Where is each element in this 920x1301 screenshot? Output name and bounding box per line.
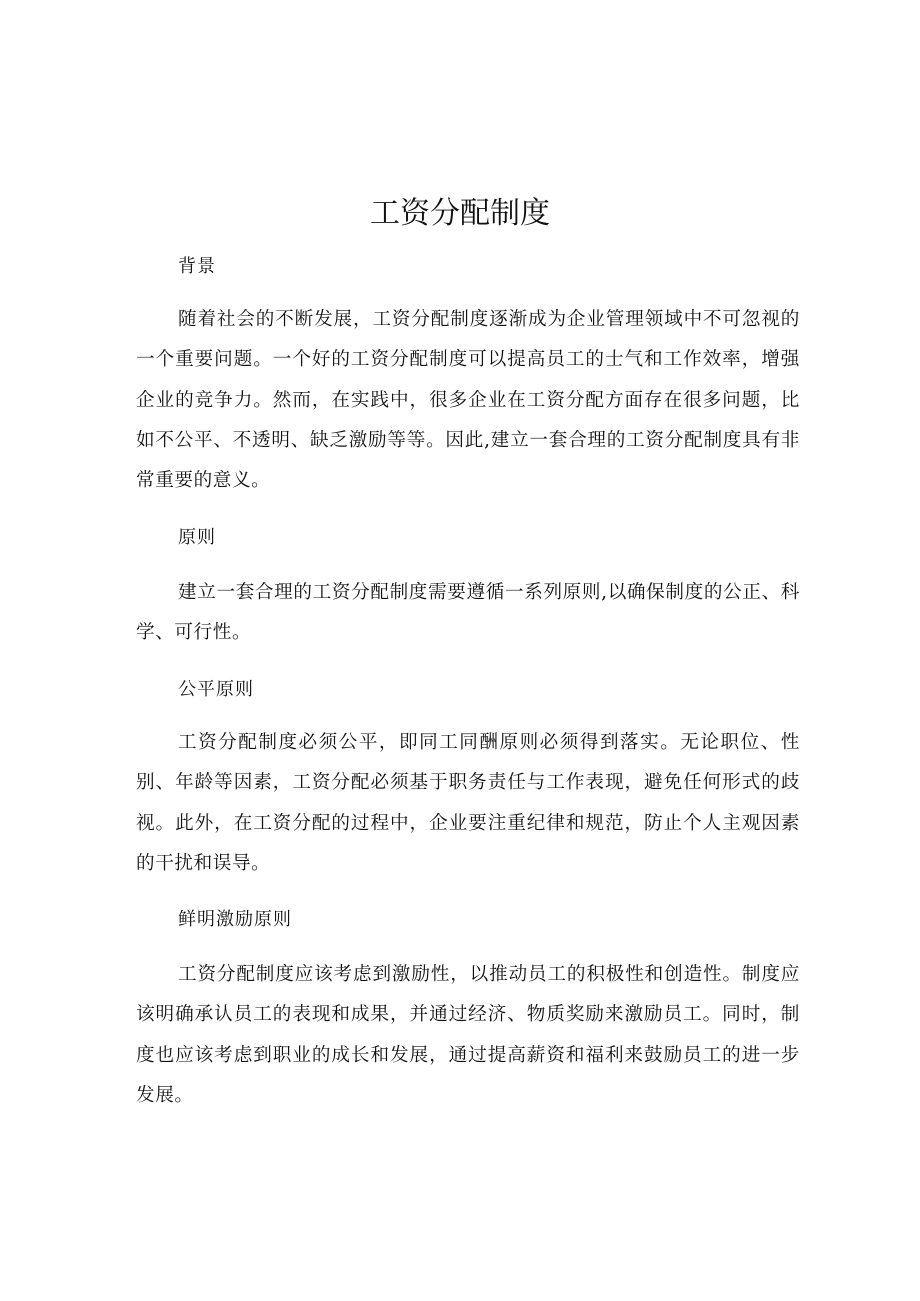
section-heading-fairness-principle: 公平原则: [178, 679, 254, 700]
section-body-fairness-principle: 工资分配制度必须公平，即同工同酬原则必须得到落实。无论职位、性别、年龄等因素，工资分配必须基于职务责任与工作表现，避免任何形式的歧视。此外，在工资分配的过程中，企业要注重纪律和规范，防止个人主观因素的干扰和误导。: [136, 732, 800, 874]
document-title: 工资分配制度: [370, 196, 550, 231]
section-body-background: 随着社会的不断发展，工资分配制度逐渐成为企业管理领域中不可忽视的一个重要问题。一个好的工资分配制度可以提高员工的士气和工作效率，增强企业的竞争力。然而，在实践中，很多企业在工资分配方面存在很多问题，比如不公平、不透明、缺乏激励等等。因此,建立一套合理的工资分配制度具有非常重要的意义。: [136, 309, 800, 492]
section-body-principles: 建立一套合理的工资分配制度需要遵循一系列原则,以确保制度的公正、科学、可行性。: [136, 582, 800, 644]
section-body-incentive-principle: 工资分配制度应该考虑到激励性，以推动员工的积极性和创造性。制度应该明确承认员工的表现和成果，并通过经济、物质奖励来激励员工。同时，制度也应该考虑到职业的成长和发展，通过提高薪资和福利来鼓励员工的进一步发展。: [136, 964, 800, 1106]
section-heading-incentive-principle: 鲜明激励原则: [178, 909, 292, 930]
section-heading-background: 背景: [178, 256, 216, 277]
section-heading-principles: 原则: [178, 527, 216, 548]
